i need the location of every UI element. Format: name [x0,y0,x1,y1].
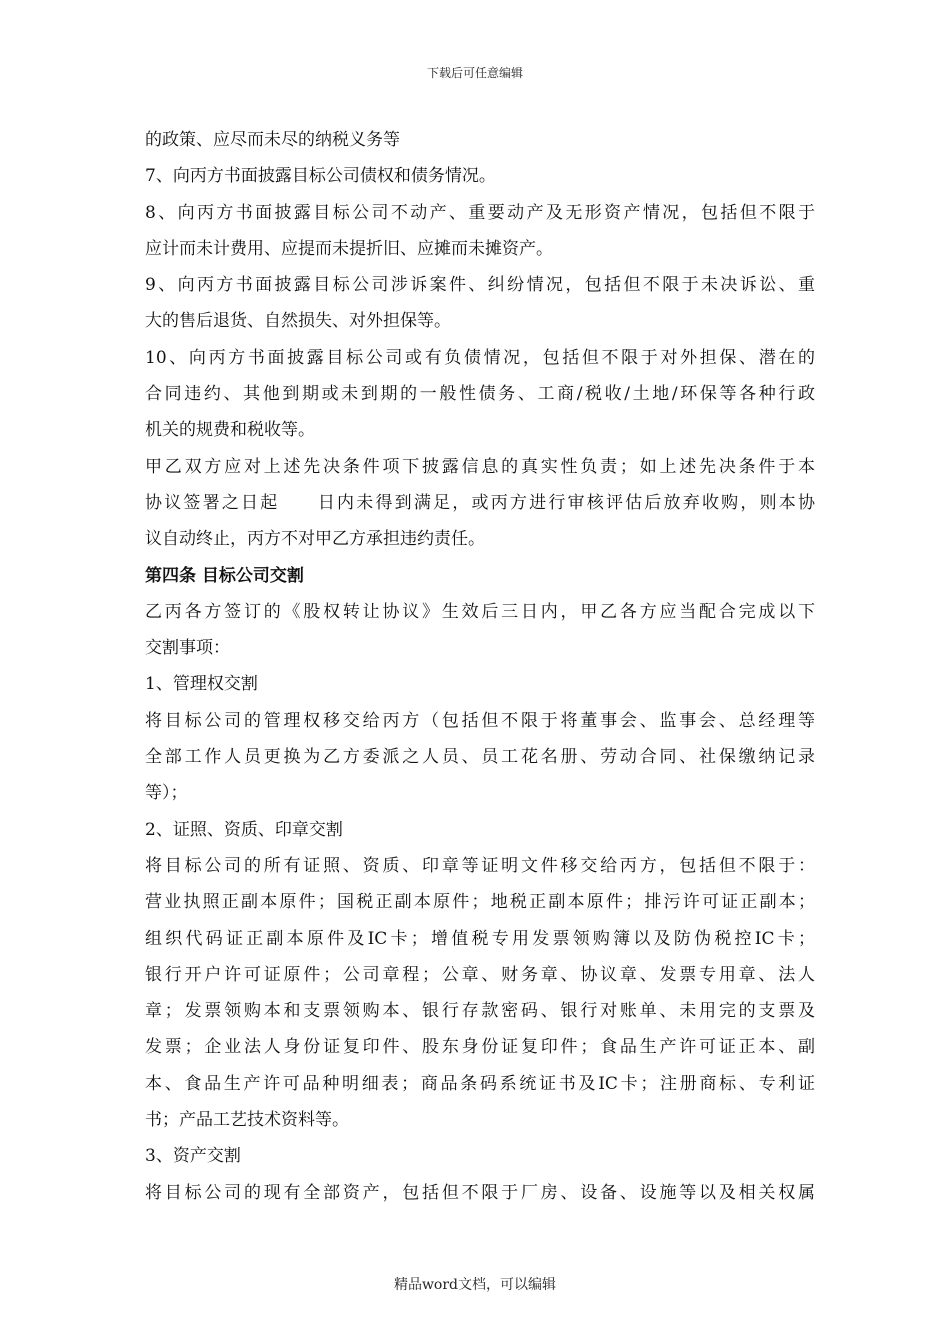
text-line: 全部工作人员更换为乙方委派之人员、员工花名册、劳动合同、社保缴纳记录 [145,747,815,768]
text-line: 8、向丙方书面披露目标公司不动产、重要动产及无形资产情况，包括但不限于 [145,202,815,223]
text-line: 乙丙各方签订的《股权转让协议》生效后三日内，甲乙各方应当配合完成以下 [145,601,815,622]
text-line: 2、证照、资质、印章交割 [145,819,343,840]
page-footer: 精品word文档，可以编辑 [393,1277,557,1293]
text-line: 将目标公司的现有全部资产，包括但不限于厂房、设备、设施等以及相关权属 [145,1182,815,1203]
text-line: 大的售后退货、自然损失、对外担保等。 [145,311,451,332]
section-heading: 第四条 目标公司交割 [145,565,304,586]
text-line: 机关的规费和税收等。 [145,420,315,441]
text-line: 的政策、应尽而未尽的纳税义务等 [145,130,400,150]
document-body [145,122,815,1211]
text-line: 交割事项： [145,638,230,659]
text-line: 1、管理权交割 [145,674,258,695]
text-line: 发票；企业法人身份证复印件、股东身份证复印件；食品生产许可证正本、副 [145,1037,815,1058]
text-line: 将目标公司的所有证照、资质、印章等证明文件移交给丙方，包括但不限于： [145,855,815,876]
text-line: 合同违约、其他到期或未到期的一般性债务、工商/税收/土地/环保等各种行政 [145,384,815,405]
text-line: 议自动终止，丙方不对甲乙方承担违约责任。 [145,529,485,550]
text-line: 书；产品工艺技术资料等。 [145,1110,349,1131]
page-header: 下载后可任意编辑 [426,66,523,80]
text-line: 银行开户许可证原件；公司章程；公章、财务章、协议章、发票专用章、法人 [145,964,815,985]
text-line: 3、资产交割 [145,1146,241,1167]
text-line: 将目标公司的管理权移交给丙方（包括但不限于将董事会、监事会、总经理等 [145,710,815,731]
text-line: 10、向丙方书面披露目标公司或有负债情况，包括但不限于对外担保、潜在的 [145,347,815,368]
text-line: 9、向丙方书面披露目标公司涉诉案件、纠纷情况，包括但不限于未决诉讼、重 [145,275,815,296]
text-line: 甲乙双方应对上述先决条件项下披露信息的真实性负责；如上述先决条件于本 [145,456,815,477]
text-line: 营业执照正副本原件；国税正副本原件；地税正副本原件；排污许可证正副本； [145,892,815,913]
text-line: 章；发票领购本和支票领购本、银行存款密码、银行对账单、未用完的支票及 [145,1001,815,1022]
text-line: 7、向丙方书面披露目标公司债权和债务情况。 [145,166,496,187]
text-line: 等）； [145,783,188,804]
text-line: 协议签署之日起 日内未得到满足，或丙方进行审核评估后放弃收购，则本协 [145,492,815,513]
text-line: 应计而未计费用、应提而未提折旧、应摊而未摊资产。 [145,238,553,259]
text-line: 本、食品生产许可品种明细表；商品条码系统证书及IC卡；注册商标、专利证 [145,1073,815,1094]
text-line: 组织代码证正副本原件及IC卡；增值税专用发票领购簿以及防伪税控IC卡； [145,928,815,949]
